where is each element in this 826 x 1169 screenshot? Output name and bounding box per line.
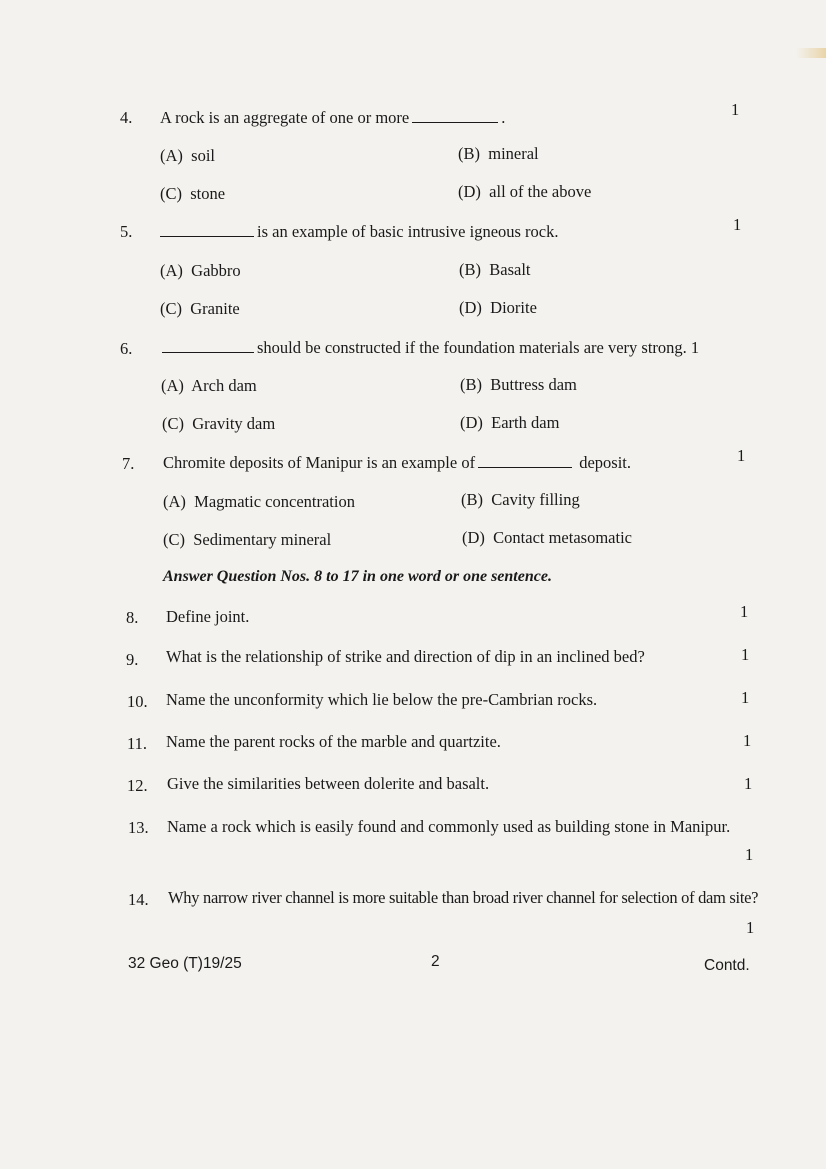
option-a: (A) Arch dam — [161, 376, 257, 395]
question-11-text: Name the parent rocks of the marble and quartzite. — [166, 732, 501, 751]
question-number: 7. — [122, 454, 135, 473]
question-number: 11. — [127, 734, 148, 753]
option-d: (D) all of the above — [458, 182, 592, 201]
question-mark: 1 — [733, 215, 742, 234]
question-mark: 1 — [743, 731, 752, 750]
option-b: (B) Buttress dam — [460, 375, 577, 394]
question-mark: 1 — [740, 602, 749, 621]
question-mark: 1 — [690, 338, 700, 357]
question-8-text: Define joint. — [166, 607, 250, 626]
continued-label: Contd. — [704, 957, 750, 974]
question-mark: 1 — [741, 645, 750, 664]
question-number: 4. — [120, 108, 133, 127]
question-mark: 1 — [745, 845, 754, 864]
question-number: 13. — [128, 818, 149, 837]
option-c: (C) stone — [160, 184, 226, 203]
option-d: (D) Diorite — [459, 298, 537, 317]
question-12-text: Give the similarities between dolerite and basalt. — [167, 774, 490, 793]
option-d: (D) Contact metasomatic — [462, 528, 632, 547]
question-9-text: What is the relationship of strike and direction of dip in an inclined bed? — [166, 647, 645, 666]
question-number: 14. — [128, 890, 149, 909]
question-mark: 1 — [741, 688, 750, 707]
question-text-part: A rock is an aggregate of one or more — [160, 108, 410, 127]
question-13-text: Name a rock which is easily found and commonly used as building stone in Manipur. — [167, 817, 731, 836]
paper-code: 32 Geo (T)19/25 — [128, 955, 242, 972]
answer-blank — [412, 121, 498, 123]
question-5-text — [160, 222, 559, 242]
option-c: (C) Granite — [160, 299, 240, 318]
option-c: (C) Sedimentary mineral — [163, 530, 332, 549]
answer-blank — [162, 351, 254, 353]
question-number: 5. — [120, 222, 133, 241]
option-b: (B) Basalt — [459, 260, 531, 279]
question-number: 8. — [126, 608, 139, 627]
question-number: 9. — [126, 650, 139, 669]
option-b: (B) Cavity filling — [461, 490, 580, 509]
question-mark: 1 — [731, 100, 740, 119]
question-4-text — [160, 108, 505, 128]
option-c: (C) Gravity dam — [162, 414, 276, 433]
question-7-text — [163, 453, 631, 473]
answer-blank — [160, 235, 254, 237]
option-a: (A) Gabbro — [160, 261, 241, 280]
question-mark: 1 — [737, 446, 746, 465]
question-number: 6. — [120, 339, 133, 358]
question-text-part: should be constructed if the foundation materials are very strong. — [257, 338, 687, 357]
option-b: (B) mineral — [458, 144, 539, 163]
question-number: 12. — [127, 776, 148, 795]
question-mark: 1 — [744, 774, 753, 793]
section-instruction: Answer Question Nos. 8 to 17 in one word or one sentence. — [163, 568, 552, 585]
question-14-text: Why narrow river channel is more suitable than broad river channel for selection of dam site? — [168, 888, 759, 907]
question-text-part: . — [501, 108, 506, 127]
question-number: 10. — [127, 692, 148, 711]
question-10-text: Name the unconformity which lie below the pre-Cambrian rocks. — [166, 690, 598, 709]
page-number: 2 — [431, 953, 440, 970]
question-text-part: is an example of basic intrusive igneous rock. — [257, 222, 559, 241]
option-d: (D) Earth dam — [460, 413, 560, 432]
answer-blank — [478, 466, 572, 468]
paper-edge-stain — [796, 48, 826, 58]
option-a: (A) Magmatic concentration — [163, 492, 355, 511]
question-text-part: Chromite deposits of Manipur is an example of — [163, 453, 476, 472]
question-text-part: deposit. — [579, 453, 631, 472]
question-6-text — [162, 338, 699, 358]
question-mark: 1 — [746, 918, 755, 937]
option-a: (A) soil — [160, 146, 215, 165]
